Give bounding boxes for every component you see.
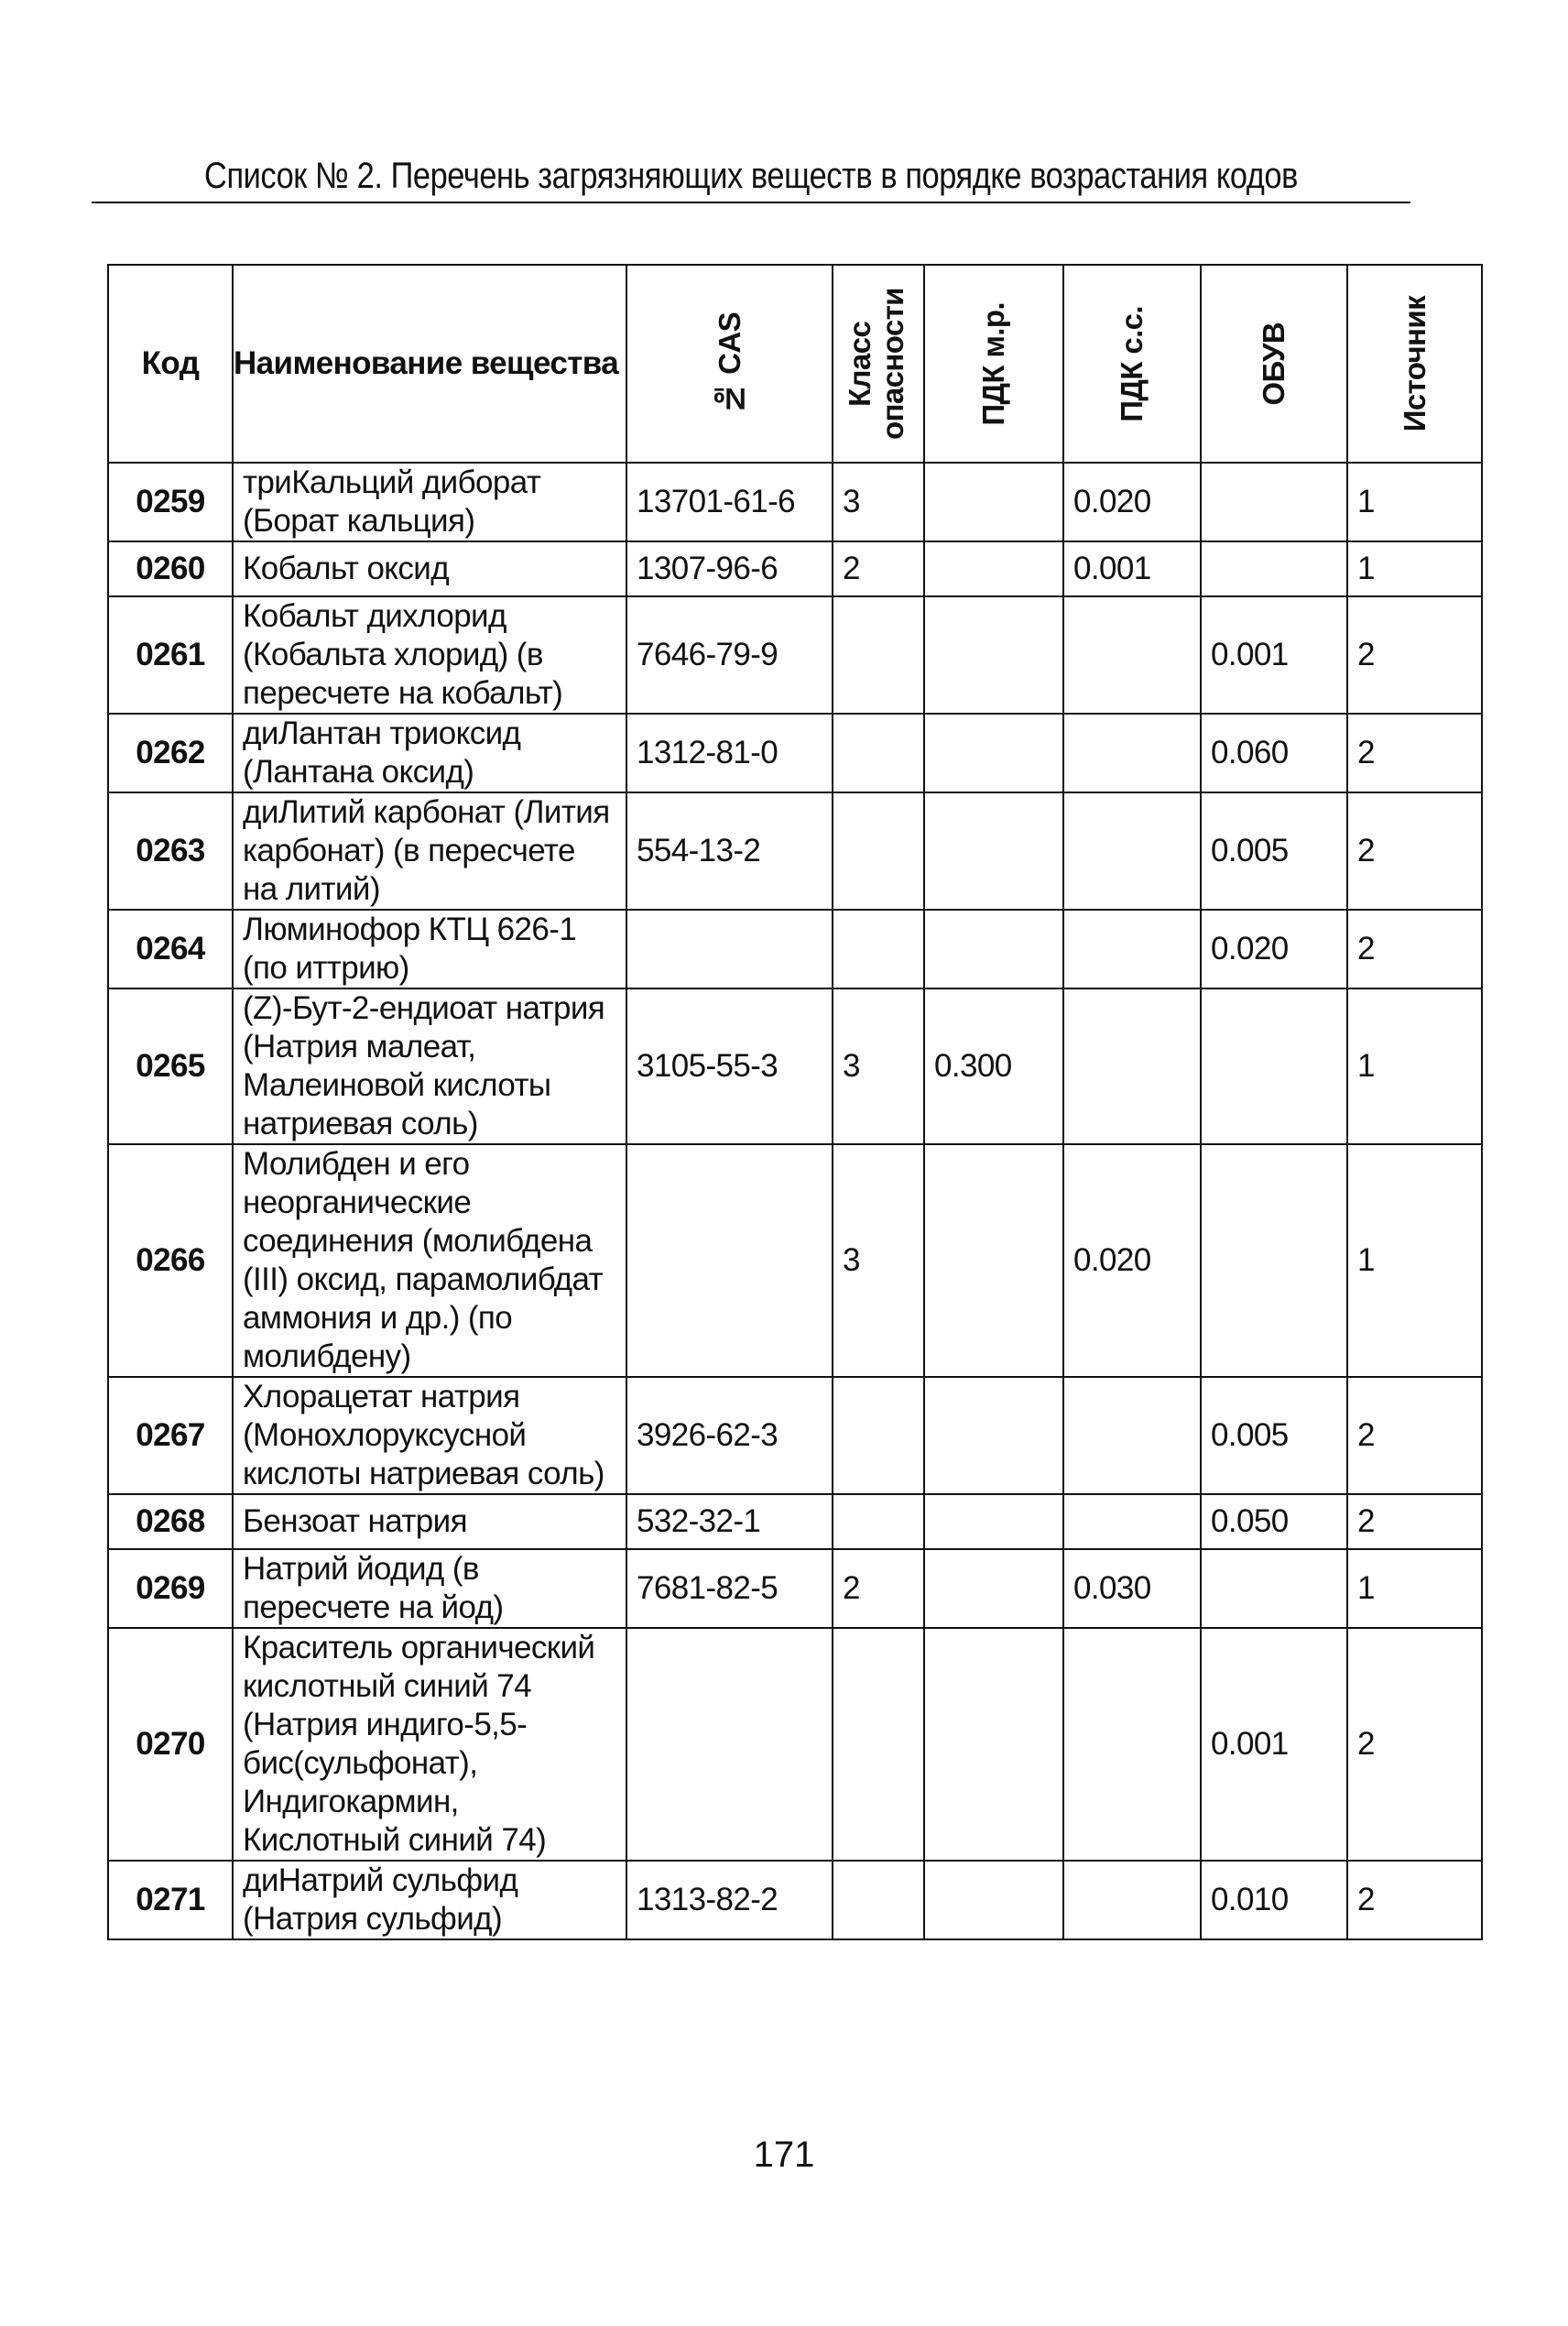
cell-code: 0265	[108, 988, 233, 1144]
cell-cas: 1307-96-6	[626, 541, 833, 596]
table-row	[108, 1494, 1482, 1549]
cell-cas	[626, 1628, 833, 1861]
cell-hazard-class	[833, 596, 924, 714]
cell-hazard-class	[833, 1377, 924, 1494]
page-number: 171	[753, 2135, 815, 2175]
cell-code: 0267	[108, 1377, 233, 1494]
cell-cas: 1312-81-0	[626, 714, 833, 792]
cell-source: 1	[1347, 1549, 1482, 1628]
cell-cas: 554-13-2	[626, 792, 833, 910]
cell-name: Молибден и его неорганические соединения (молибдена (III) оксид, парамолибдат аммония и др.) (по молибдену)	[233, 1144, 626, 1377]
table-row	[108, 1628, 1482, 1861]
cell-name: диЛитий карбонат (Лития карбонат) (в пересчете на литий)	[233, 792, 626, 910]
column-header-pdk-ss-label: ПДК с.с.	[1115, 305, 1149, 422]
cell-hazard-class: 3	[833, 463, 924, 541]
cell-name: Краситель органический кислотный синий 74 (Натрия индиго-5,5-бис(сульфонат), Индигокармин, Кислотный синий 74)	[233, 1628, 626, 1861]
cell-obuv: 0.060	[1201, 714, 1347, 792]
cell-pdk-mr	[924, 1861, 1063, 1939]
cell-source: 1	[1347, 988, 1482, 1144]
cell-obuv: 0.005	[1201, 1377, 1347, 1494]
cell-cas: 532-32-1	[626, 1494, 833, 1549]
cell-source: 1	[1347, 541, 1482, 596]
cell-code: 0261	[108, 596, 233, 714]
cell-source: 2	[1347, 1628, 1482, 1861]
cell-source: 2	[1347, 714, 1482, 792]
cell-code: 0263	[108, 792, 233, 910]
cell-obuv: 0.005	[1201, 792, 1347, 910]
cell-cas: 7646-79-9	[626, 596, 833, 714]
cell-pdk-mr	[924, 910, 1063, 988]
table-row	[108, 910, 1482, 988]
cell-hazard-class	[833, 1628, 924, 1861]
cell-pdk-mr	[924, 1377, 1063, 1494]
cell-source: 2	[1347, 910, 1482, 988]
column-header-source-label: Источник	[1397, 295, 1432, 432]
column-header-hazard-class	[833, 265, 924, 463]
cell-obuv	[1201, 988, 1347, 1144]
cell-pdk-mr	[924, 792, 1063, 910]
cell-source: 2	[1347, 1377, 1482, 1494]
cell-hazard-class: 3	[833, 1144, 924, 1377]
cell-pdk-ss	[1063, 1494, 1201, 1549]
cell-code: 0269	[108, 1549, 233, 1628]
table-row	[108, 792, 1482, 910]
cell-name: (Z)-Бут-2-ендиоат натрия (Натрия малеат, Малеиновой кислоты натриевая соль)	[233, 988, 626, 1144]
cell-cas: 3105-55-3	[626, 988, 833, 1144]
cell-source: 1	[1347, 1144, 1482, 1377]
substances-table	[107, 264, 1483, 1940]
cell-hazard-class: 2	[833, 1549, 924, 1628]
cell-source: 2	[1347, 1494, 1482, 1549]
column-header-source	[1347, 265, 1482, 463]
cell-cas	[626, 1144, 833, 1377]
cell-code: 0270	[108, 1628, 233, 1861]
cell-code: 0268	[108, 1494, 233, 1549]
cell-name: Натрий йодид (в пересчете на йод)	[233, 1549, 626, 1628]
cell-pdk-mr	[924, 1494, 1063, 1549]
cell-name: Кобальт оксид	[233, 541, 626, 596]
cell-pdk-ss	[1063, 792, 1201, 910]
cell-source: 2	[1347, 792, 1482, 910]
table-row	[108, 1861, 1482, 1939]
cell-name: Бензоат натрия	[233, 1494, 626, 1549]
column-header-pdk-mr	[924, 265, 1063, 463]
table-row	[108, 988, 1482, 1144]
cell-name: триКальций диборат (Борат кальция)	[233, 463, 626, 541]
cell-hazard-class	[833, 1861, 924, 1939]
cell-pdk-mr	[924, 463, 1063, 541]
cell-cas: 1313-82-2	[626, 1861, 833, 1939]
cell-pdk-ss	[1063, 1628, 1201, 1861]
cell-hazard-class: 3	[833, 988, 924, 1144]
table-row	[108, 596, 1482, 714]
cell-pdk-ss	[1063, 1377, 1201, 1494]
cell-cas	[626, 910, 833, 988]
cell-hazard-class: 2	[833, 541, 924, 596]
cell-obuv	[1201, 1144, 1347, 1377]
cell-obuv	[1201, 463, 1347, 541]
cell-code: 0259	[108, 463, 233, 541]
cell-pdk-ss: 0.001	[1063, 541, 1201, 596]
cell-obuv: 0.010	[1201, 1861, 1347, 1939]
table-row	[108, 541, 1482, 596]
column-header-name: Наименование вещества	[233, 265, 626, 463]
cell-obuv: 0.050	[1201, 1494, 1347, 1549]
cell-pdk-ss	[1063, 596, 1201, 714]
cell-pdk-mr	[924, 1549, 1063, 1628]
cell-pdk-ss: 0.020	[1063, 1144, 1201, 1377]
cell-source: 1	[1347, 463, 1482, 541]
cell-pdk-ss	[1063, 988, 1201, 1144]
cell-obuv: 0.020	[1201, 910, 1347, 988]
cell-pdk-ss: 0.020	[1063, 463, 1201, 541]
header-rule	[92, 202, 1410, 203]
cell-pdk-ss: 0.030	[1063, 1549, 1201, 1628]
table-row	[108, 714, 1482, 792]
cell-name: Кобальт дихлорид (Кобальта хлорид) (в пересчете на кобальт)	[233, 596, 626, 714]
cell-source: 2	[1347, 596, 1482, 714]
cell-name: Люминофор КТЦ 626-1 (по иттрию)	[233, 910, 626, 988]
cell-obuv: 0.001	[1201, 1628, 1347, 1861]
table-row	[108, 1377, 1482, 1494]
cell-name: диЛантан триоксид (Лантана оксид)	[233, 714, 626, 792]
cell-obuv	[1201, 541, 1347, 596]
cell-pdk-mr	[924, 1144, 1063, 1377]
cell-hazard-class	[833, 792, 924, 910]
cell-pdk-ss	[1063, 1861, 1201, 1939]
cell-name: диНатрий сульфид (Натрия сульфид)	[233, 1861, 626, 1939]
cell-code: 0264	[108, 910, 233, 988]
table-row	[108, 1144, 1482, 1377]
cell-hazard-class	[833, 910, 924, 988]
cell-cas: 3926-62-3	[626, 1377, 833, 1494]
column-header-cas-label: № CAS	[712, 311, 746, 416]
cell-name: Хлорацетат натрия (Монохлоруксусной кислоты натриевая соль)	[233, 1377, 626, 1494]
cell-obuv: 0.001	[1201, 596, 1347, 714]
column-header-pdk-ss	[1063, 265, 1201, 463]
column-header-cas	[626, 265, 833, 463]
cell-pdk-mr	[924, 1628, 1063, 1861]
cell-cas: 7681-82-5	[626, 1549, 833, 1628]
cell-hazard-class	[833, 714, 924, 792]
cell-code: 0271	[108, 1861, 233, 1939]
cell-pdk-mr	[924, 541, 1063, 596]
cell-obuv	[1201, 1549, 1347, 1628]
table-header-row	[108, 265, 1482, 463]
column-header-obuv-label: ОБУВ	[1257, 322, 1290, 406]
cell-hazard-class	[833, 1494, 924, 1549]
column-header-hazard-class-label: Класс опасности	[843, 288, 909, 440]
cell-code: 0266	[108, 1144, 233, 1377]
cell-pdk-mr	[924, 714, 1063, 792]
column-header-obuv	[1201, 265, 1347, 463]
cell-pdk-ss	[1063, 714, 1201, 792]
cell-pdk-ss	[1063, 910, 1201, 988]
column-header-pdk-mr-label: ПДК м.р.	[976, 301, 1010, 426]
table-row	[108, 463, 1482, 541]
cell-pdk-mr	[924, 596, 1063, 714]
page-header-title: Список № 2. Перечень загрязняющих веществ в порядке возрастания кодов	[204, 156, 1298, 196]
cell-code: 0260	[108, 541, 233, 596]
cell-cas: 13701-61-6	[626, 463, 833, 541]
cell-source: 2	[1347, 1861, 1482, 1939]
table-row	[108, 1549, 1482, 1628]
column-header-code: Код	[108, 265, 233, 463]
cell-code: 0262	[108, 714, 233, 792]
cell-pdk-mr: 0.300	[924, 988, 1063, 1144]
